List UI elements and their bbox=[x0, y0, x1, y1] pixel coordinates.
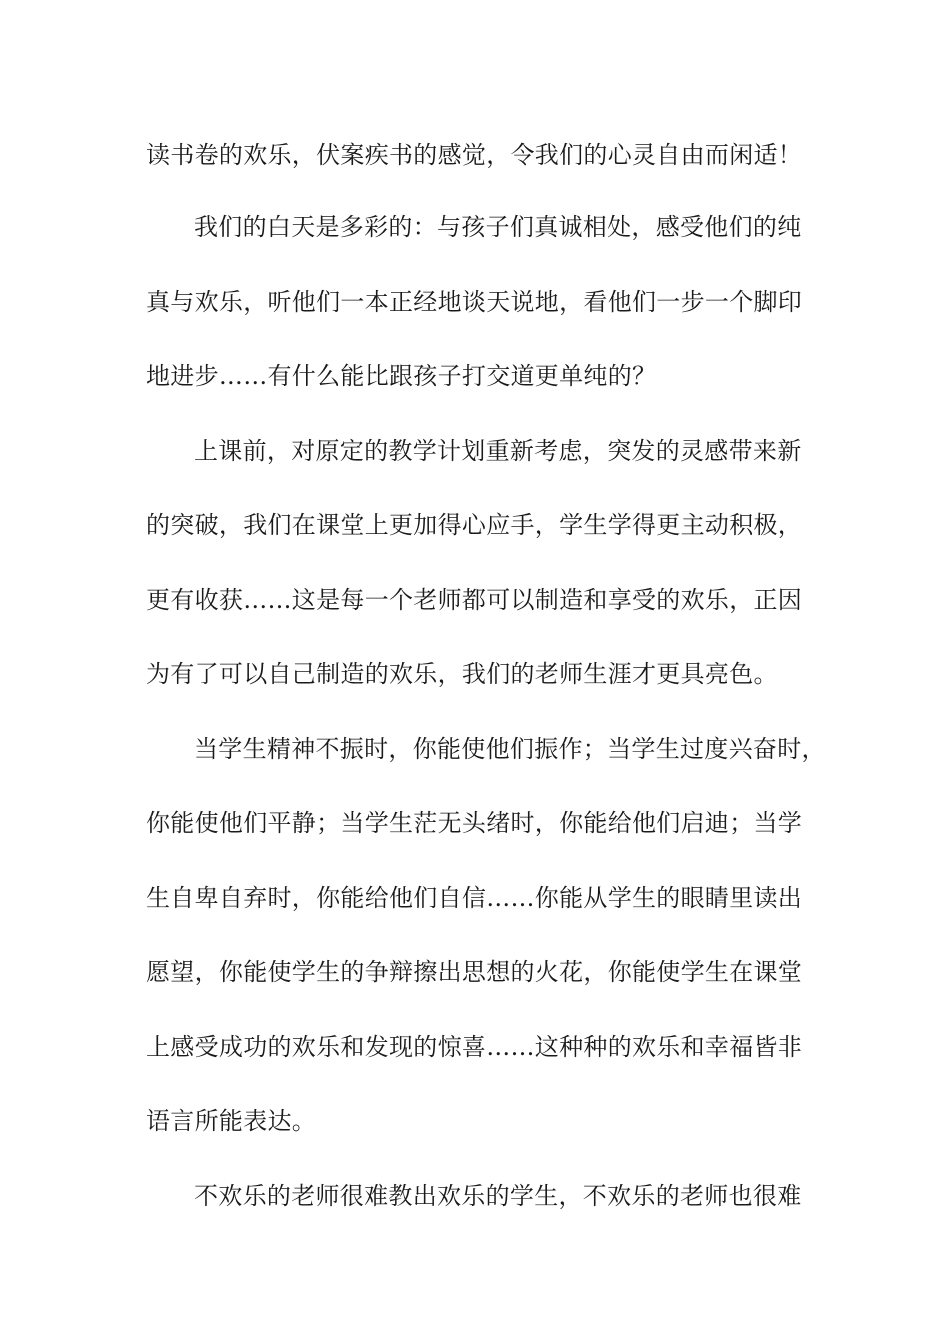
text-line: 上感受成功的欢乐和发现的惊喜……这种种的欢乐和幸福皆非 bbox=[146, 1033, 803, 1061]
paragraph-first-line: 不欢乐的老师很难教出欢乐的学生，不欢乐的老师也很难 bbox=[194, 1182, 802, 1210]
text-line: 读书卷的欢乐，伏案疾书的感觉，令我们的心灵自由而闲适！ bbox=[146, 141, 803, 169]
text-line: 生自卑自弃时，你能给他们自信……你能从学生的眼睛里读出 bbox=[146, 884, 803, 912]
paragraph-first-line: 我们的白天是多彩的：与孩子们真诚相处，感受他们的纯 bbox=[194, 213, 802, 241]
paragraph-first-line: 当学生精神不振时，你能使他们振作；当学生过度兴奋时， bbox=[194, 735, 826, 763]
text-line: 地进步……有什么能比跟孩子打交道更单纯的？ bbox=[146, 362, 657, 390]
text-line: 的突破，我们在课堂上更加得心应手，学生学得更主动积极， bbox=[146, 511, 803, 539]
text-line: 为有了可以自己制造的欢乐，我们的老师生涯才更具亮色。 bbox=[146, 660, 778, 688]
text-line: 语言所能表达。 bbox=[146, 1107, 317, 1135]
paragraph-first-line: 上课前，对原定的教学计划重新考虑，突发的灵感带来新 bbox=[194, 437, 802, 465]
text-line: 你能使他们平静；当学生茫无头绪时，你能给他们启迪；当学 bbox=[146, 809, 803, 837]
text-line: 真与欢乐，听他们一本正经地谈天说地，看他们一步一个脚印 bbox=[146, 288, 803, 316]
text-line: 愿望，你能使学生的争辩擦出思想的火花，你能使学生在课堂 bbox=[146, 958, 803, 986]
text-line: 更有收获……这是每一个老师都可以制造和享受的欢乐，正因 bbox=[146, 586, 803, 614]
